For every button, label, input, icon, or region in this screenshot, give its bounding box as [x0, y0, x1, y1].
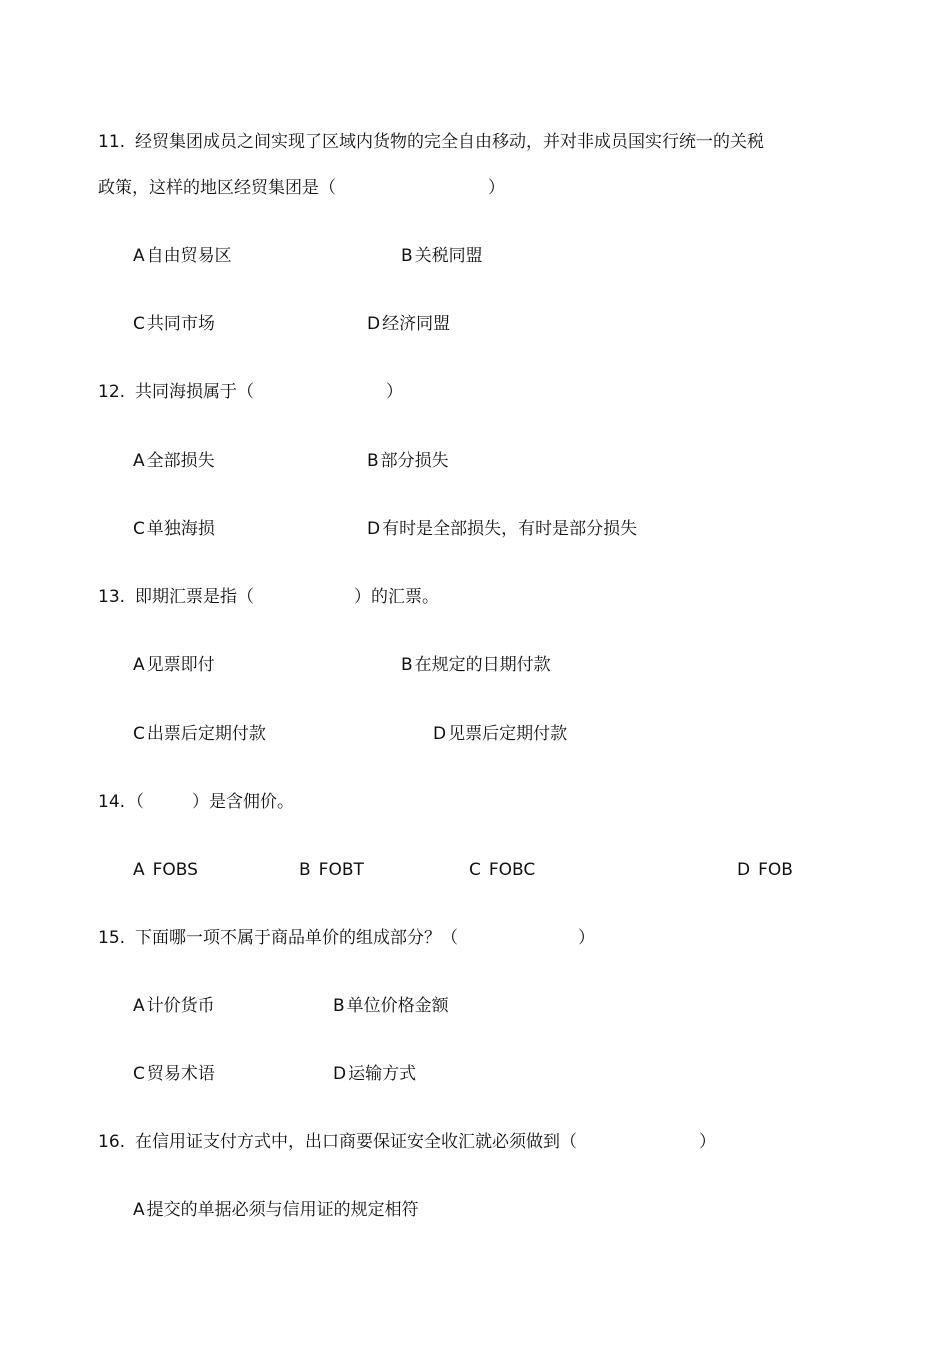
- option-15-b: [333, 995, 449, 1017]
- option-letter: A: [133, 451, 145, 471]
- question-number: 16.: [98, 1132, 126, 1152]
- option-text: 单位价格金额: [346, 996, 449, 1016]
- question-text: 在信用证支付方式中，出口商要保证安全收汇就必须做到（: [135, 1132, 578, 1152]
- option-12-a: [133, 450, 215, 472]
- option-11-a: [133, 245, 232, 267]
- option-letter: B: [333, 996, 345, 1016]
- option-letter: C: [469, 860, 481, 880]
- option-letter: A: [133, 860, 145, 880]
- option-text: 在规定的日期付款: [414, 655, 551, 675]
- question-text: 经贸集团成员之间实现了区域内货物的完全自由移动，并对非成员国实行统一的关税: [135, 132, 765, 152]
- option-letter: B: [401, 655, 413, 675]
- question-text-end: ）是含佣价。: [192, 792, 295, 812]
- option-text: 部分损失: [380, 451, 449, 471]
- option-letter: D: [367, 519, 381, 539]
- question-16: [98, 1131, 716, 1153]
- option-13-c: [133, 723, 266, 745]
- option-text: 关税同盟: [414, 246, 483, 266]
- option-letter: A: [133, 655, 145, 675]
- option-text: 经济同盟: [382, 314, 451, 334]
- question-number: 11.: [98, 132, 126, 152]
- option-text: FOBT: [318, 860, 364, 880]
- option-12-c: [133, 518, 215, 540]
- option-15-a: [133, 995, 215, 1017]
- question-number: 12.: [98, 382, 126, 402]
- question-13: [98, 586, 439, 608]
- question-text: （: [127, 792, 145, 812]
- option-letter: B: [367, 451, 379, 471]
- question-14: [98, 791, 294, 813]
- question-text: 共同海损属于（: [135, 382, 255, 402]
- option-letter: A: [133, 1200, 145, 1220]
- option-text: 自由贸易区: [146, 246, 232, 266]
- question-text: 下面哪一项不属于商品单价的组成部分？（: [135, 928, 459, 948]
- option-text: 有时是全部损失，有时是部分损失: [382, 519, 638, 539]
- option-11-c: [133, 313, 215, 335]
- option-letter: B: [299, 860, 311, 880]
- question-15: [98, 927, 595, 949]
- question-text: 政策，这样的地区经贸集团是（: [98, 178, 336, 198]
- question-text-end: ）: [699, 1132, 717, 1152]
- option-text: 全部损失: [146, 451, 215, 471]
- option-letter: D: [433, 724, 447, 744]
- option-letter: B: [401, 246, 413, 266]
- question-12: [98, 381, 403, 403]
- option-14-d: [737, 859, 793, 881]
- option-text: 贸易术语: [146, 1064, 215, 1084]
- question-11-line-2: [98, 177, 505, 199]
- option-15-c: [133, 1063, 215, 1085]
- option-14-a: [133, 859, 198, 881]
- option-letter: C: [133, 314, 145, 334]
- question-number: 15.: [98, 928, 126, 948]
- option-text: 见票即付: [146, 655, 215, 675]
- question-11-line-1: [98, 131, 764, 153]
- question-text-end: ）: [386, 382, 404, 402]
- option-13-a: [133, 654, 215, 676]
- option-14-c: [469, 859, 535, 881]
- option-15-d: [333, 1063, 416, 1085]
- question-text-end: ）: [578, 928, 596, 948]
- option-12-b: [367, 450, 449, 472]
- option-text: FOBS: [152, 860, 198, 880]
- option-letter: C: [133, 724, 145, 744]
- option-text: FOBC: [488, 860, 536, 880]
- option-text: 共同市场: [146, 314, 215, 334]
- question-text: 即期汇票是指（: [135, 587, 255, 607]
- question-number: 14.: [98, 792, 126, 812]
- option-13-b: [401, 654, 551, 676]
- option-14-b: [299, 859, 364, 881]
- option-text: FOB: [758, 860, 793, 880]
- option-letter: D: [367, 314, 381, 334]
- option-11-d: [367, 313, 450, 335]
- option-text: 单独海损: [146, 519, 215, 539]
- option-letter: D: [737, 860, 751, 880]
- question-text-end: ）: [488, 178, 505, 198]
- option-text: 运输方式: [348, 1064, 417, 1084]
- option-letter: A: [133, 996, 145, 1016]
- option-letter: C: [133, 519, 145, 539]
- option-letter: C: [133, 1064, 145, 1084]
- question-number: 13.: [98, 587, 126, 607]
- option-16-a: [133, 1199, 419, 1221]
- option-letter: A: [133, 246, 145, 266]
- option-12-d: [367, 518, 637, 540]
- option-text: 见票后定期付款: [448, 724, 568, 744]
- option-letter: D: [333, 1064, 347, 1084]
- question-text-end: ）的汇票。: [354, 587, 440, 607]
- option-text: 出票后定期付款: [146, 724, 266, 744]
- option-text: 提交的单据必须与信用证的规定相符: [146, 1200, 419, 1220]
- option-text: 计价货币: [146, 996, 215, 1016]
- option-13-d: [433, 723, 567, 745]
- option-11-b: [401, 245, 483, 267]
